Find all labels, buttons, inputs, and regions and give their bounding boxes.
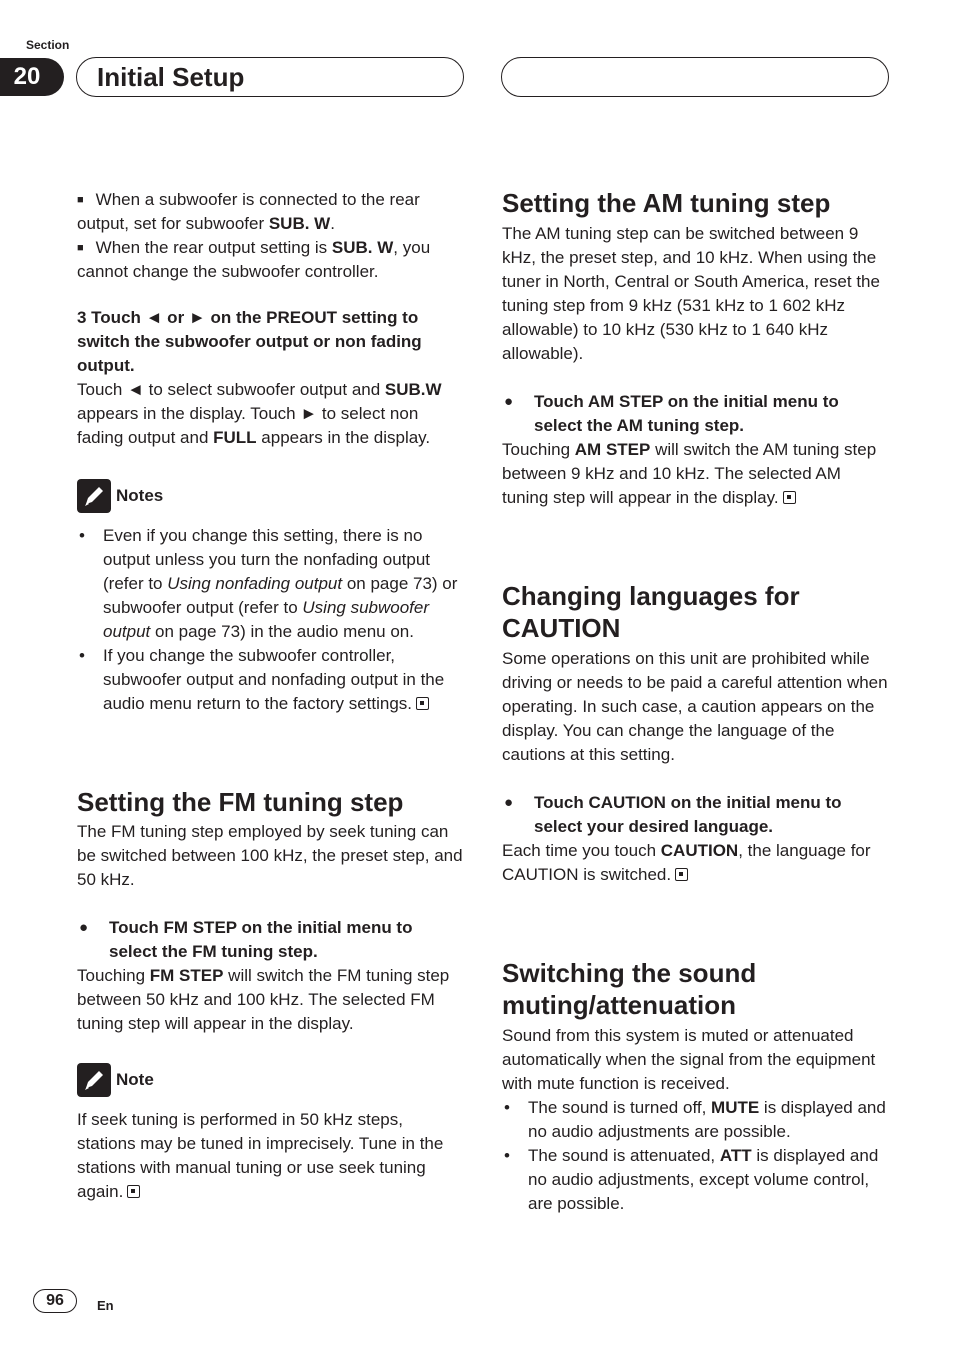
- notes-list: [77, 524, 465, 716]
- section-label: Section: [26, 38, 70, 52]
- left-column: [77, 188, 465, 1204]
- end-mark-icon: [127, 1185, 140, 1198]
- list-item: • Even if you change this setting, there is no output unless you turn the nonfading output (refer to Using nonfading output on page 73) or subwoofer output (refer to Using subwoofer output on page 73) in the audio menu on.: [77, 524, 465, 644]
- am-body: Touching AM STEP will switch the AM tuning step between 9 kHz and 10 kHz. The selected AM tuning step will appear in the display.: [502, 440, 877, 507]
- list-item: • The sound is attenuated, ATT is displayed and no audio adjustments, except volume control, are possible.: [502, 1144, 890, 1216]
- language-code: En: [97, 1298, 114, 1313]
- end-mark-icon: [416, 697, 429, 710]
- am-instruction: ● Touch AM STEP on the initial menu to select the AM tuning step.: [502, 390, 890, 438]
- note-text: If seek tuning is performed in 50 kHz steps, stations may be tuned in imprecisely. Tune in the stations with manual tuning or use seek tuning again.: [77, 1110, 444, 1201]
- chapter-title: Initial Setup: [76, 57, 464, 97]
- step-3-heading: 3 Touch ◄ or ► on the PREOUT setting to switch the subwoofer output or non fading output.: [77, 308, 422, 375]
- step-3-body: Touch ◄ to select subwoofer output and SUB.W appears in the display. Touch ► to select non fading output and FULL appears in the display.: [77, 380, 442, 447]
- list-item: • The sound is turned off, MUTE is displayed and no audio adjustments are possible.: [502, 1096, 890, 1144]
- caution-intro: Some operations on this unit are prohibited while driving or needs to be paid a careful attention when operating. In such case, a caution appears on the display. You can change the language of the cautions at this setting.: [502, 649, 888, 764]
- header-empty-pill: [501, 57, 889, 97]
- mute-heading: Switching the sound muting/attenuation: [502, 958, 757, 1020]
- sub-note-2: ■ When the rear output setting is SUB. W, you cannot change the subwoofer controller.: [77, 238, 431, 281]
- am-heading: Setting the AM tuning step: [502, 188, 831, 218]
- right-column: [502, 187, 890, 1216]
- pencil-note-icon: [77, 479, 111, 513]
- fm-instruction: ● Touch FM STEP on the initial menu to select the FM tuning step.: [77, 916, 465, 964]
- note-label: Note: [116, 1070, 154, 1089]
- page-number: 96: [33, 1289, 77, 1313]
- end-mark-icon: [675, 868, 688, 881]
- caution-body: Each time you touch CAUTION, the language for CAUTION is switched.: [502, 841, 871, 884]
- pencil-note-icon: [77, 1063, 111, 1097]
- square-bullet-icon: ■: [77, 242, 84, 254]
- caution-instruction: ● Touch CAUTION on the initial menu to select your desired language.: [502, 791, 890, 839]
- mute-intro: Sound from this system is muted or attenuated automatically when the signal from the equipment with mute function is received.: [502, 1026, 876, 1093]
- end-mark-icon: [783, 491, 796, 504]
- list-item: • If you change the subwoofer controller, subwoofer output and nonfading output in the audio menu return to the factory settings.: [77, 644, 465, 716]
- notes-header: [77, 478, 465, 514]
- fm-intro: The FM tuning step employed by seek tuning can be switched between 100 kHz, the preset step, and 50 kHz.: [77, 822, 463, 889]
- caution-heading: Changing languages for CAUTION: [502, 581, 800, 643]
- fm-heading: Setting the FM tuning step: [77, 787, 404, 817]
- mute-list: [502, 1096, 890, 1216]
- section-number-badge: 20: [0, 58, 64, 96]
- square-bullet-icon: ■: [77, 194, 84, 206]
- fm-body: Touching FM STEP will switch the FM tuning step between 50 kHz and 100 kHz. The selected FM tuning step will appear in the display.: [77, 966, 450, 1033]
- am-intro: The AM tuning step can be switched between 9 kHz, the preset step, and 10 kHz. When using the tuner in North, Central or South America, reset the tuning step from 9 kHz (531 kHz to 1 602 kHz allowable) to 10 kHz (530 kHz to 1 640 kHz allowable).: [502, 224, 880, 363]
- sub-note-1: ■ When a subwoofer is connected to the rear output, set for subwoofer SUB. W.: [77, 190, 420, 233]
- notes-label: Notes: [116, 486, 164, 505]
- note-header: [77, 1062, 465, 1098]
